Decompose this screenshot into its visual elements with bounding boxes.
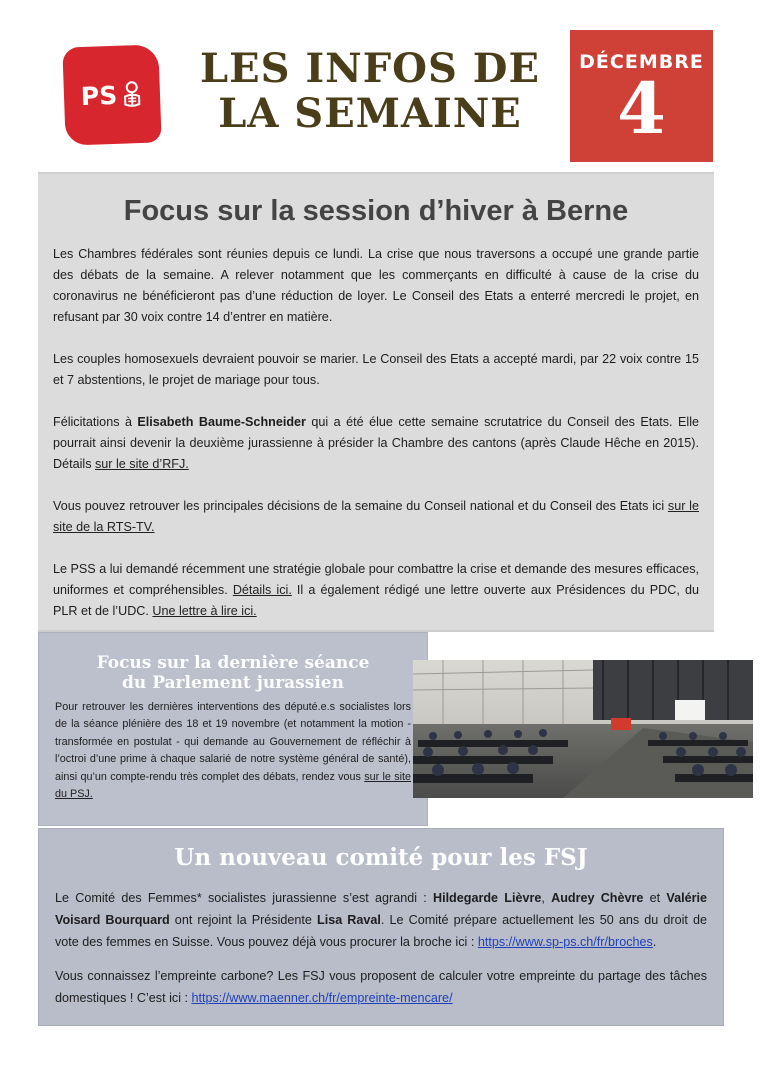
p3-name: Elisabeth Baume-Schneider: [137, 415, 306, 429]
member-name-3: Valérie Voisard Bourquard: [55, 891, 707, 927]
section2-paragraph: [55, 699, 411, 803]
p5-text-b: Il a également rédigé une lettre ouverte aux Présidences du PDC, du PLR et de l’UDC.: [53, 583, 699, 618]
section-comite-fsj: [38, 828, 724, 1026]
s3p1-text-a: Le Comité des Femmes* socialistes jurassienne s’est agrandi :: [55, 891, 433, 905]
date-badge: [570, 30, 713, 162]
section1-paragraph-5: [53, 559, 699, 622]
p3-text-a: Félicitations à: [53, 415, 138, 429]
letter-link[interactable]: Une lettre à lire ici.: [152, 604, 257, 618]
section3-title: Un nouveau comité pour les FSJ: [174, 844, 588, 871]
s3p1-sep-2: et: [643, 891, 667, 905]
section3-paragraph-1: [55, 887, 707, 953]
s3p1-sep-1: ,: [541, 891, 552, 905]
section2-text: Pour retrouver les dernières interventions des député.e.s socialistes lors de la séance plénière des 18 et 19 novembre (et notamment la motion - transformée en postulat - qui demande au Gouvernement de réfléchir à l’octroi d’une prime à chaque salarié de notre système général de santé), ainsi qu’un compte-rendu très complet des débats, rendez vous: [55, 701, 411, 783]
section1-paragraph-1: Les Chambres fédérales sont réunies depuis ce lundi. La crise que nous traversons a occupé une grande partie des débats de la semaine. A relever notamment que les commerçants en difficulté à cause de la crise du coronavirus ne bénéficieront pas d’une réduction de loyer. Le Conseil des Etats a enterré mercredi le projet, en refusant par 30 voix contre 14 d’entrer en matière.: [53, 247, 699, 324]
section1-paragraph-3: [53, 412, 699, 475]
rose-fist-icon: [121, 80, 144, 109]
title-line-2: LA SEMAINE: [218, 90, 522, 137]
empreinte-link[interactable]: https://www.maenner.ch/fr/empreinte-mencare/: [191, 991, 453, 1005]
section2-title-line-1: Focus sur la dernière séance: [96, 653, 370, 673]
section1-paragraph-2: Les couples homosexuels devraient pouvoir se marier. Le Conseil des Etats a accepté mardi, par 22 voix contre 15 et 7 abstentions, le projet de mariage pour tous.: [53, 352, 699, 387]
member-name-1: Hildegarde Lièvre: [432, 891, 542, 905]
parliament-photo: [413, 660, 753, 798]
section3-paragraph-2: [55, 965, 707, 1009]
president-name: Lisa Raval: [317, 913, 381, 927]
date-day: 4: [617, 67, 666, 150]
member-name-2: Audrey Chèvre: [551, 891, 644, 905]
logo-text: PS: [80, 80, 118, 111]
section2-title: [55, 653, 411, 693]
section-parlement-jurassien: [38, 632, 428, 826]
parliament-hall-image: [413, 660, 753, 798]
p4-text-a: Vous pouvez retrouver les principales décisions de la semaine du Conseil national et du Conseil des Etats ici: [53, 499, 668, 513]
details-link[interactable]: Détails ici.: [232, 583, 292, 597]
newsletter-title: [178, 46, 562, 136]
ps-logo: [62, 44, 161, 145]
s3p1-end: .: [652, 935, 657, 949]
s3p1-text-b: ont rejoint la Présidente: [169, 913, 318, 927]
s3p1-text-c: . Le Comité prépare actuellement les 50 ans du droit de vote des femmes en Suisse. Vous pouvez déjà vous procurer la broche ici :: [55, 913, 707, 949]
section1-title: Focus sur la session d’hiver à Berne: [123, 195, 629, 227]
section2-title-line-2: du Parlement jurassien: [122, 673, 344, 693]
psj-link[interactable]: sur le site du PSJ.: [55, 770, 412, 801]
date-month: DÉCEMBRE: [579, 51, 704, 73]
p3-text-b: qui a été élue cette semaine scrutatrice du Conseil des Etats. Elle pourrait ainsi devenir la deuxième jurassienne à présider la Chambre des cantons (après Claude Hêche en 2015). Détails: [53, 415, 699, 471]
section-session-hiver: [38, 172, 714, 632]
rfj-link[interactable]: sur le site d’RFJ.: [95, 457, 189, 471]
section1-paragraph-4: [53, 496, 699, 538]
broches-link[interactable]: https://www.sp-ps.ch/fr/broches: [477, 935, 653, 949]
title-line-1: LES INFOS DE: [200, 45, 540, 92]
p5-text-a: Le PSS a lui demandé récemment une stratégie globale pour combattre la crise et demande des mesures efficaces, uniformes et compréhensibles.: [53, 562, 699, 597]
rts-link[interactable]: sur le site de la RTS-TV.: [53, 499, 699, 534]
s3p2-text-a: Vous connaissez l’empreinte carbone? Les FSJ vous proposent de calculer votre empreinte du partage des tâches domestiques ! C’est ici :: [55, 969, 707, 1005]
